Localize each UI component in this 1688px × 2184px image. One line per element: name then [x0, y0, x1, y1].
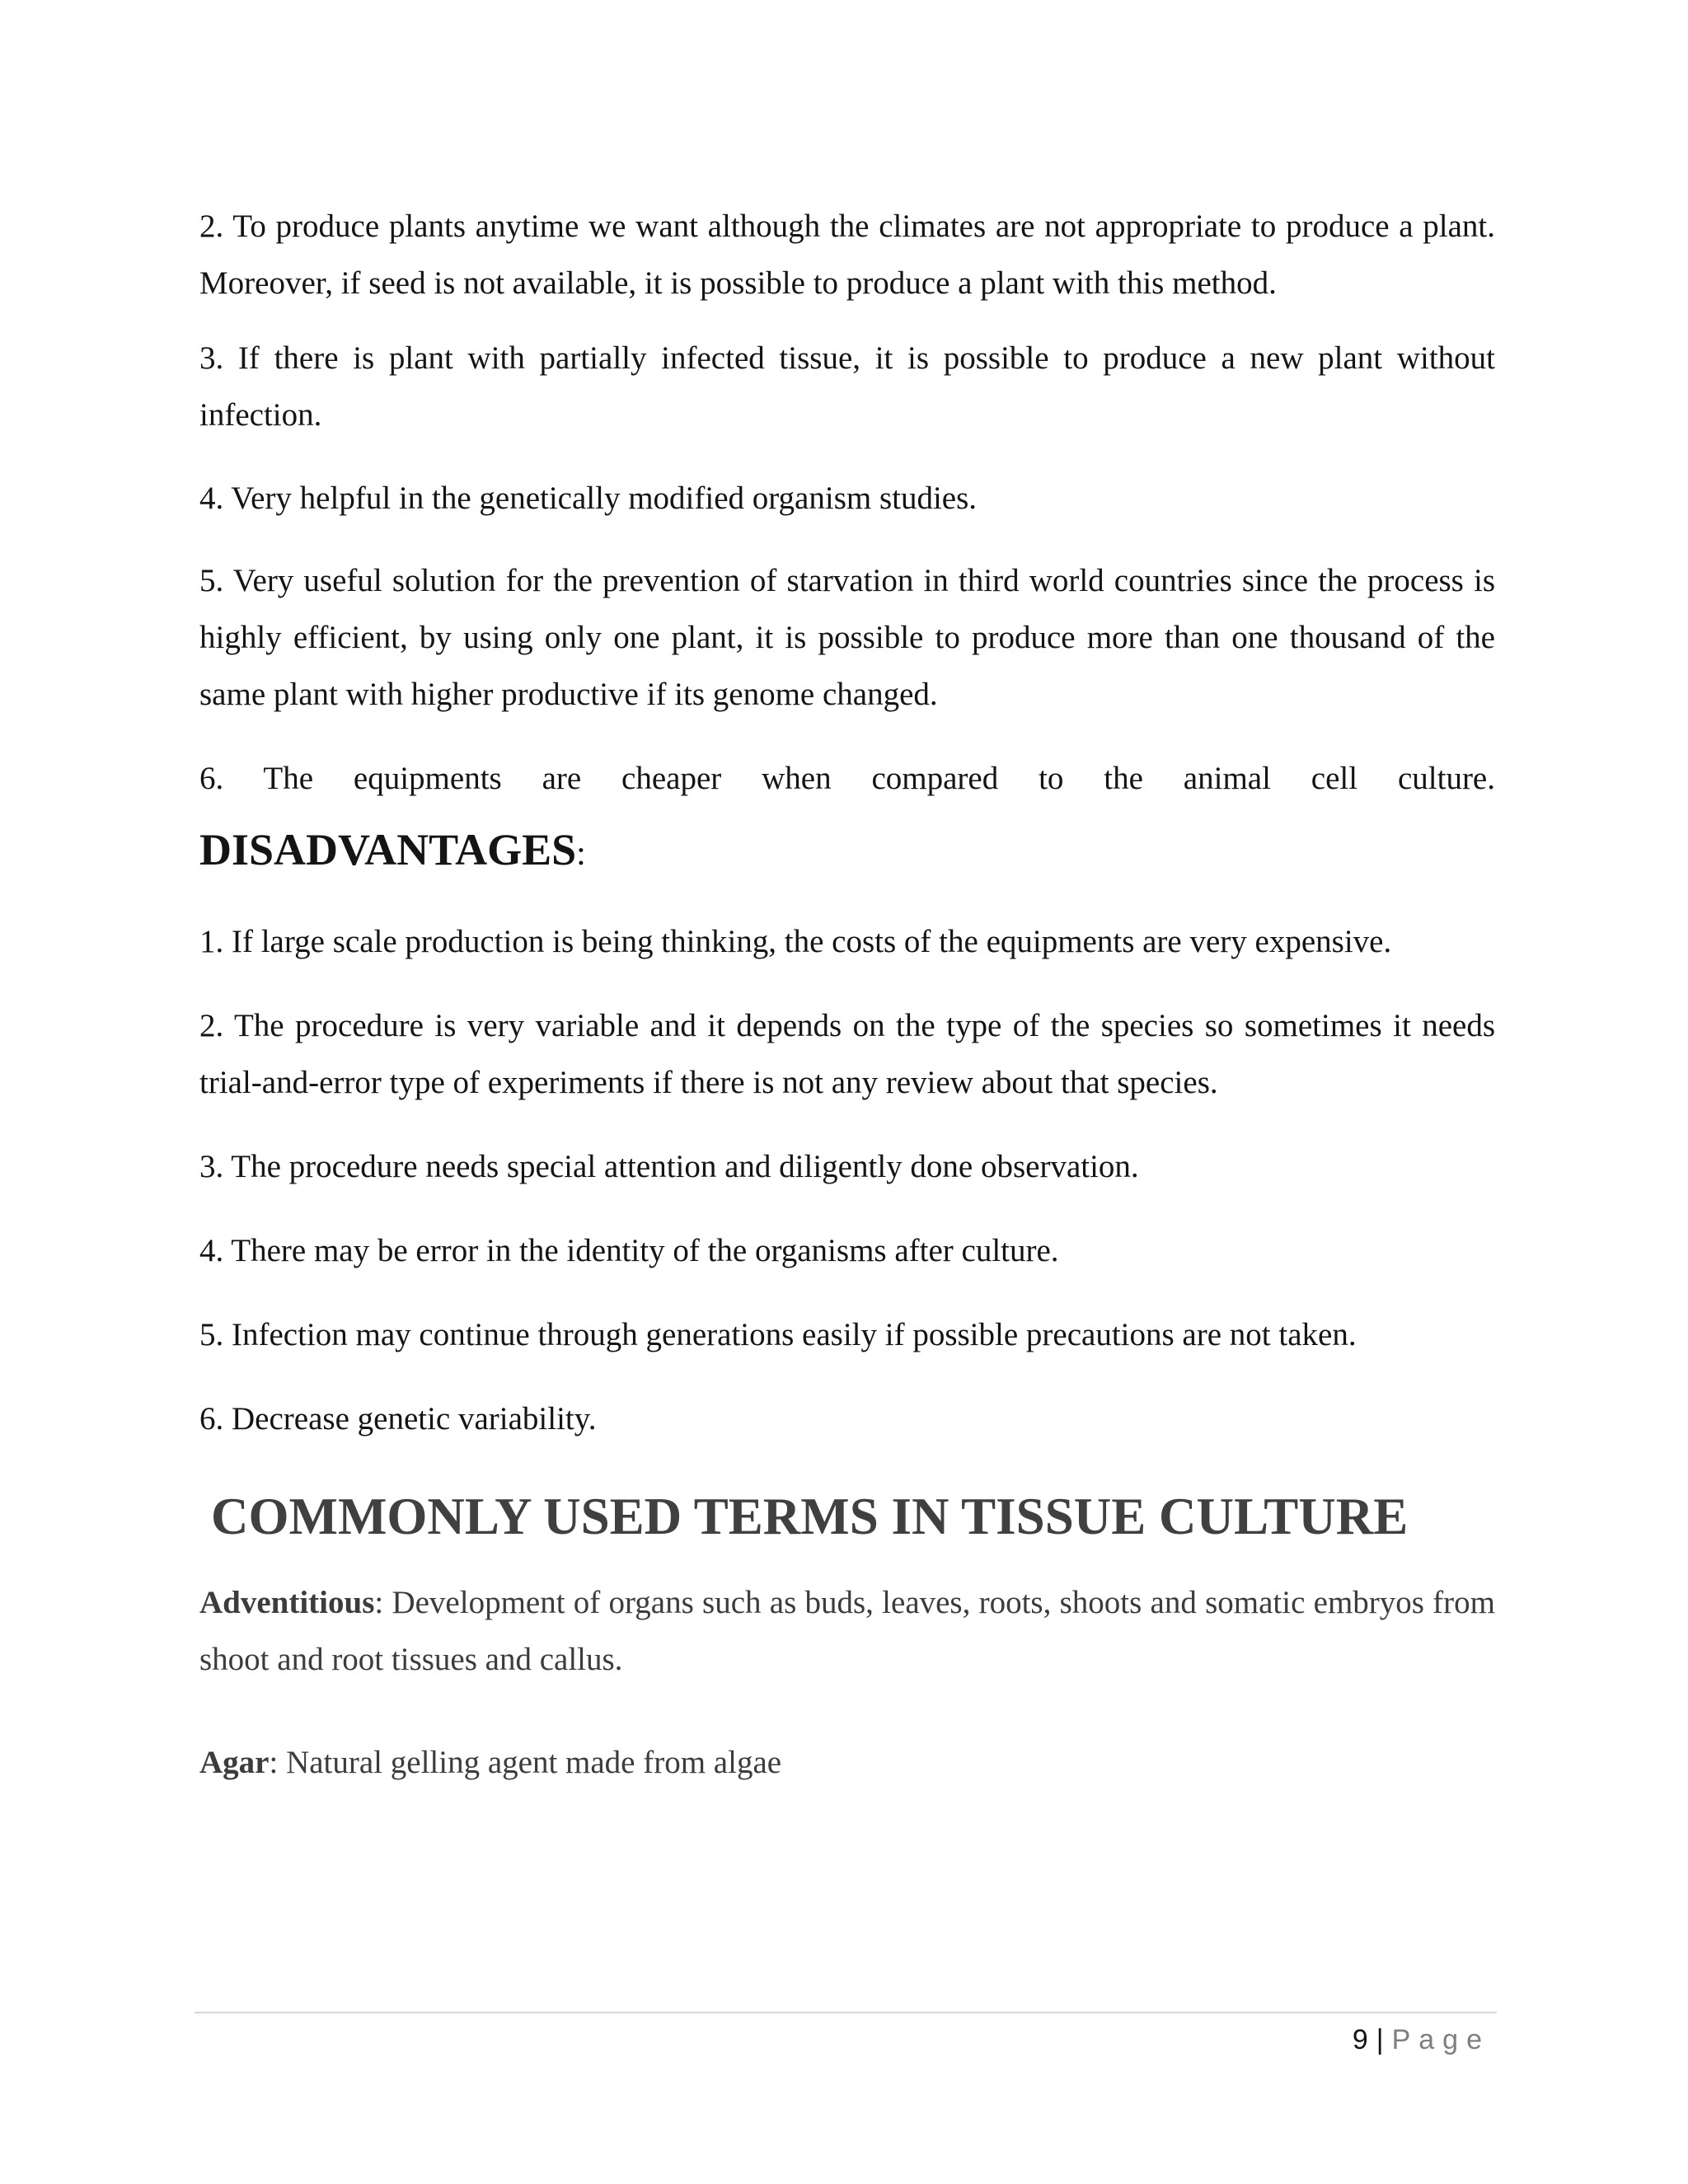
- term-definition: : Natural gelling agent made from algae: [269, 1745, 782, 1780]
- term-name: Adventitious: [199, 1585, 375, 1620]
- disadvantage-item-5: 5. Infection may continue through generations easily if possible precautions are not taken.: [199, 1317, 1357, 1352]
- advantage-item-5: 5. Very useful solution for the prevention of starvation in third world countries since the process is highly efficient, by using only one plant, it is possible to produce more than one thousand of the same plant with higher productive if its genome changed.: [199, 563, 1495, 712]
- disadvantage-item-3: 3. The procedure needs special attention and diligently done observation.: [199, 1149, 1139, 1184]
- page-number: 9: [1352, 2024, 1368, 2055]
- footer-separator: |: [1376, 2024, 1384, 2055]
- disadvantages-heading-colon: :: [576, 835, 586, 873]
- term-entry-agar: [199, 1734, 1495, 1791]
- term-entry-adventitious: [199, 1574, 1495, 1688]
- advantage-item-4: 4. Very helpful in the genetically modified organism studies.: [199, 480, 978, 516]
- disadvantages-heading: [199, 821, 586, 883]
- term-name: Agar: [199, 1745, 270, 1780]
- disadvantage-item-4: 4. There may be error in the identity of the organisms after culture.: [199, 1233, 1059, 1268]
- disadvantage-item-6: 6. Decrease genetic variability.: [199, 1401, 597, 1436]
- disadvantage-item-1: 1. If large scale production is being thinking, the costs of the equipments are very expensive.: [199, 924, 1392, 959]
- disadvantage-item-2: 2. The procedure is very variable and it depends on the type of the species so sometimes it needs trial-and-error type of experiments if there is not any review about that species.: [199, 1008, 1495, 1100]
- advantage-item-3: 3. If there is plant with partially infected tissue, it is possible to produce a new plant without infection.: [199, 340, 1495, 433]
- disadvantages-heading-text: DISADVANTAGES: [199, 825, 577, 874]
- advantage-item-2: 2. To produce plants anytime we want although the climates are not appropriate to produce a plant. Moreover, if seed is not available, it is possible to produce a plant with this method.: [199, 209, 1495, 301]
- term-definition: : Development of organs such as buds, leaves, roots, shoots and somatic embryos from shoot and root tissues and callus.: [199, 1585, 1495, 1677]
- advantage-item-6: 6. The equipments are cheaper when compared to the animal cell culture.: [199, 761, 1495, 796]
- terms-heading: COMMONLY USED TERMS IN TISSUE CULTURE: [211, 1488, 1409, 1545]
- page-label: Page: [1391, 2024, 1490, 2055]
- page-footer: [1353, 2019, 1490, 2060]
- footer-divider: [195, 2012, 1497, 2013]
